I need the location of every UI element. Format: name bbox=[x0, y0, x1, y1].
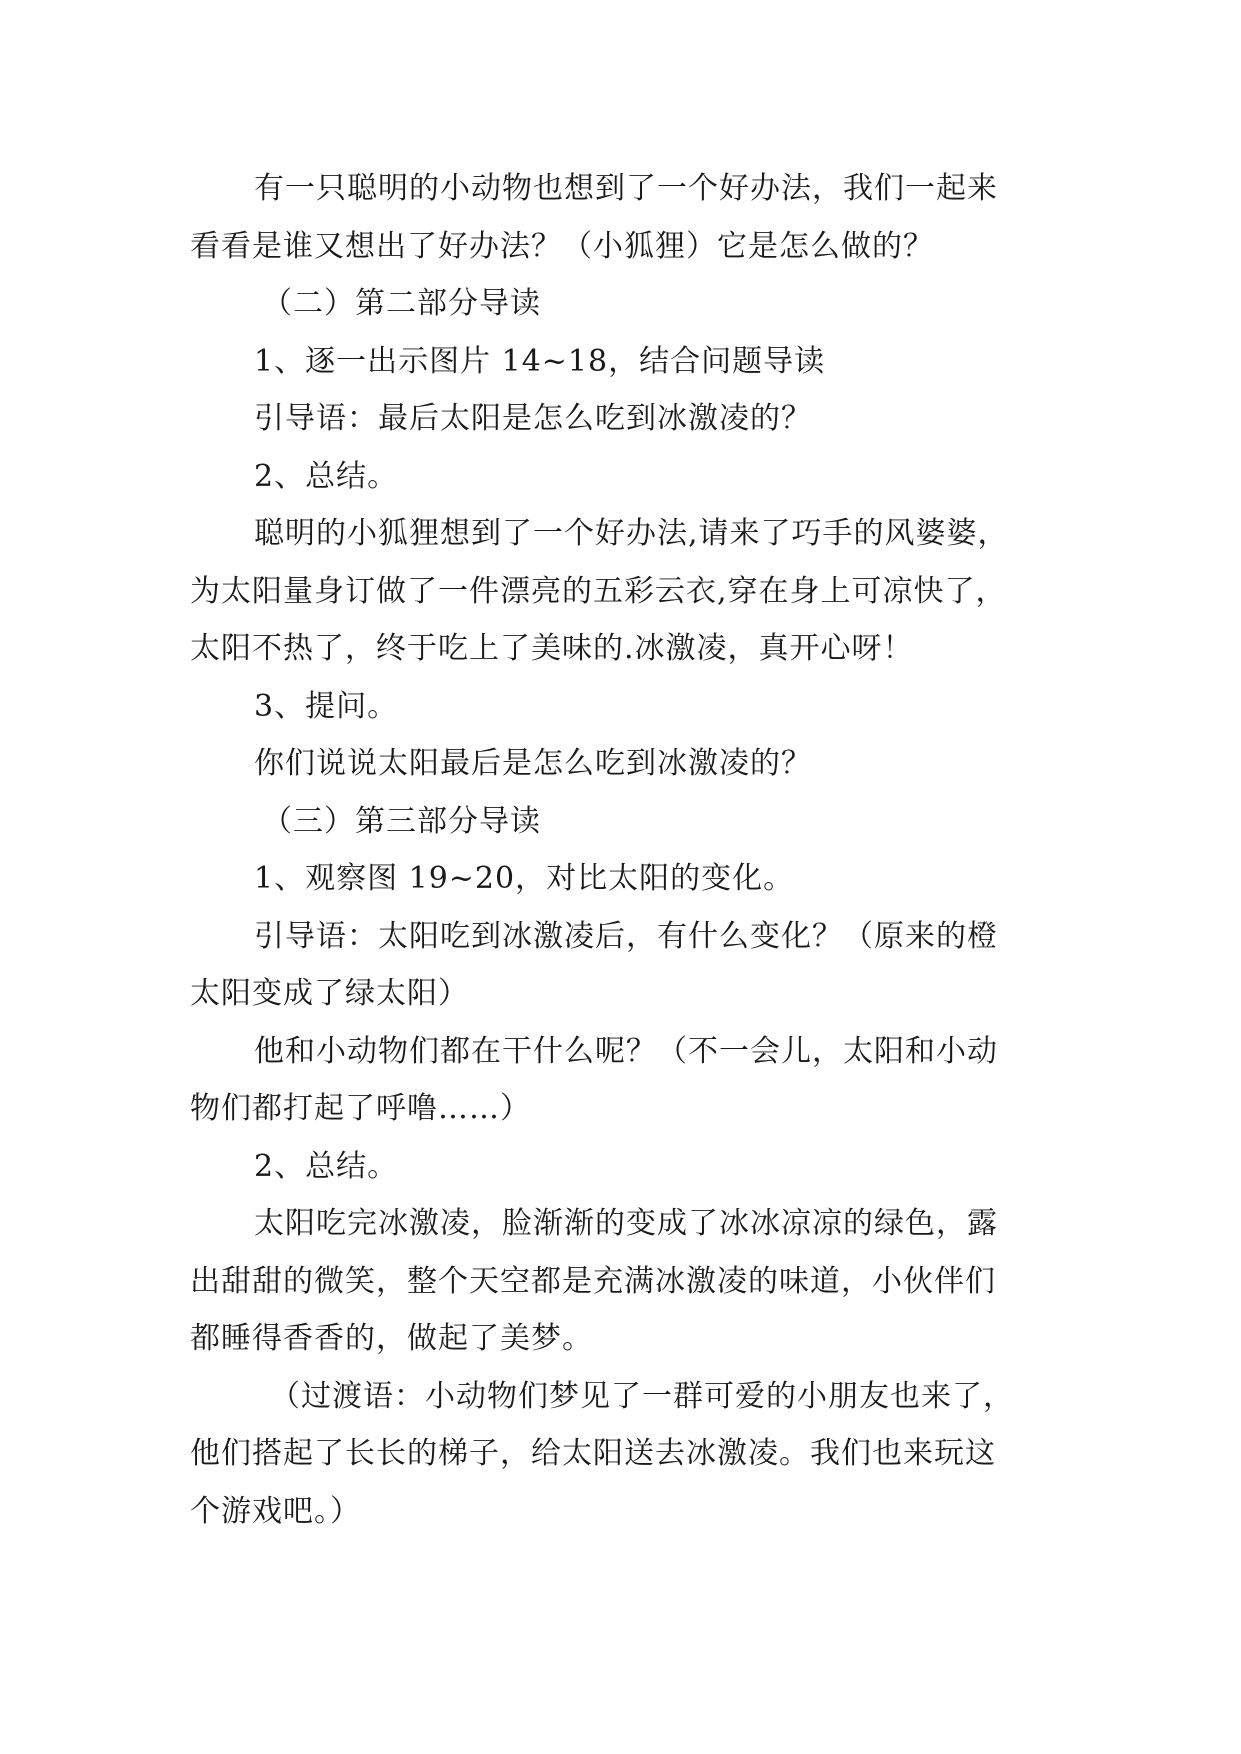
text-line: 太阳不热了，终于吃上了美味的.冰激凌，真开心呀！ bbox=[190, 631, 914, 666]
text-line: 聪明的小狐狸想到了一个好办法,请来了巧手的风婆婆， bbox=[254, 516, 1009, 551]
text-line: 都睡得香香的，做起了美梦。 bbox=[190, 1321, 593, 1356]
text-line: 出甜甜的微笑，整个天空都是充满冰激凌的味道，小伙伴们 bbox=[190, 1263, 996, 1299]
text-line: 2、总结。 bbox=[254, 458, 399, 494]
text-line: 物们都打起了呼噜……） bbox=[190, 1091, 531, 1126]
text-line: 有一只聪明的小动物也想到了一个好办法，我们一起来 bbox=[254, 171, 998, 206]
text-line: 你们说说太阳最后是怎么吃到冰激凌的？ bbox=[254, 746, 812, 781]
document-body bbox=[190, 160, 1060, 1540]
text-line: 为太阳量身订做了一件漂亮的五彩云衣,穿在身上可凉快了， bbox=[190, 573, 1007, 609]
text-line: 引导语：太阳吃到冰激凌后，有什么变化？（原来的橙 bbox=[254, 918, 998, 954]
section-heading: （三）第三部分导读 bbox=[262, 803, 541, 839]
text-line: 1、观察图 19~20，对比太阳的变化。 bbox=[254, 861, 795, 896]
text-line: 2、总结。 bbox=[254, 1148, 399, 1184]
text-line: 3、提问。 bbox=[254, 688, 399, 724]
text-line: 引导语：最后太阳是怎么吃到冰激凌的？ bbox=[254, 401, 812, 436]
text-line: 个游戏吧。） bbox=[190, 1493, 361, 1529]
text-line: 太阳变成了绿太阳） bbox=[190, 976, 469, 1011]
text-line: 看看是谁又想出了好办法？（小狐狸）它是怎么做的？ bbox=[190, 228, 934, 264]
text-line: 他和小动物们都在干什么呢？（不一会儿，太阳和小动 bbox=[254, 1033, 998, 1069]
text-line: 太阳吃完冰激凌，脸渐渐的变成了冰冰凉凉的绿色，露 bbox=[254, 1206, 998, 1241]
section-heading: （二）第二部分导读 bbox=[262, 286, 541, 321]
text-line: 他们搭起了长长的梯子，给太阳送去冰激凌。我们也来玩这 bbox=[190, 1436, 996, 1471]
text-line: （过渡语：小动物们梦见了一群可爱的小朋友也来了， bbox=[270, 1378, 1014, 1414]
text-line: 1、逐一出示图片 14~18，结合问题导读 bbox=[254, 343, 826, 379]
